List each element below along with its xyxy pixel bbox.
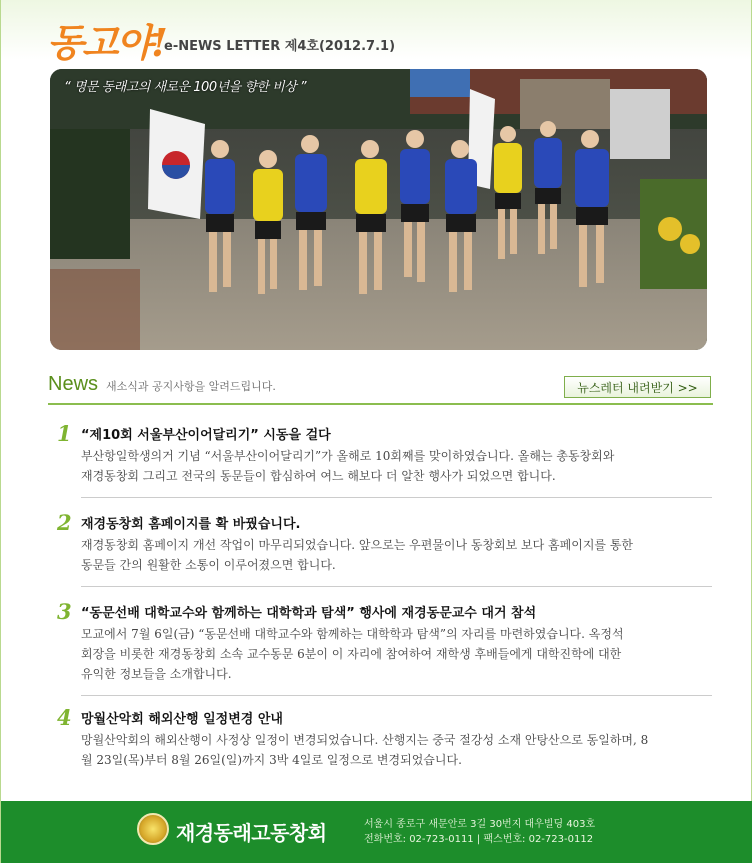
item-body-line: 모교에서 7월 6일(금) “동문선배 대학교수와 함께하는 대학학과 탐색”의 자리를 마련하였습니다. 옥정석 bbox=[81, 627, 624, 641]
footer-org-name: 재경동래고동창회 bbox=[176, 821, 327, 845]
brand-logo-text: 동고야! bbox=[47, 20, 166, 65]
school-emblem-icon bbox=[137, 813, 169, 845]
item-body-line: 부산항일학생의거 기념 “서울부산이어달리기”가 올해로 10회째를 맞이하였습니다. 올해는 총동창회와 bbox=[81, 449, 615, 463]
item-number: 3 bbox=[57, 599, 72, 624]
news-title: News bbox=[48, 373, 99, 395]
item-body bbox=[81, 730, 701, 770]
item-title[interactable]: 망월산악회 해외산행 일정변경 안내 bbox=[81, 712, 283, 727]
item-body-line: 재경동창회 홈페이지 개선 작업이 마무리되었습니다. 앞으로는 우편물이나 동창회보 보다 홈페이지를 통한 bbox=[81, 538, 634, 552]
item-title[interactable]: “제10회 서울부산이어달리기” 시동을 걸다 bbox=[81, 428, 331, 443]
item-body bbox=[81, 535, 701, 575]
item-body-line: 재경동창회 그리고 전국의 동문들이 합심하여 여느 해보다 더 알찬 행사가 되었으면 합니다. bbox=[81, 469, 556, 483]
item-title[interactable]: 재경동창회 홈페이지를 확 바꿨습니다. bbox=[81, 517, 301, 532]
footer bbox=[1, 801, 752, 863]
footer-contact: 전화번호: 02-723-0111 | 팩스번호: 02-723-0112 bbox=[364, 834, 594, 845]
item-number: 1 bbox=[57, 421, 72, 446]
item-body bbox=[81, 624, 701, 684]
item-body bbox=[81, 446, 701, 486]
item-body-line: 월 23일(목)부터 8월 26일(일)까지 3박 4일로 일정으로 변경되었습니다. bbox=[81, 753, 462, 767]
item-body-line: 동문들 간의 원활한 소통이 이루어졌으면 합니다. bbox=[81, 558, 336, 572]
item-title[interactable]: “동문선배 대학교수와 함께하는 대학학과 탐색” 행사에 재경동문교수 대거 참석 bbox=[81, 606, 537, 621]
footer-address-block bbox=[364, 817, 595, 847]
hero-slogan: “ 명문 동래고의 새로운 100년을 향한 비상 ” bbox=[64, 80, 307, 95]
news-header bbox=[48, 373, 276, 396]
item-number: 2 bbox=[57, 510, 72, 535]
news-subtitle: 새소식과 공지사항을 알려드립니다. bbox=[106, 380, 276, 393]
footer-address: 서울시 종로구 새문안로 3길 30번지 대우빌딩 403호 bbox=[364, 819, 596, 830]
download-newsletter-button[interactable]: 뉴스레터 내려받기 >> bbox=[564, 376, 711, 398]
item-separator bbox=[81, 695, 712, 696]
edition-label: e-NEWS LETTER 제4호(2012.7.1) bbox=[164, 39, 396, 54]
item-body-line: 유익한 정보들을 소개합니다. bbox=[81, 667, 232, 681]
news-divider bbox=[48, 403, 713, 405]
item-separator bbox=[81, 497, 712, 498]
item-number: 4 bbox=[57, 705, 72, 730]
hero-photo bbox=[50, 69, 707, 350]
item-separator bbox=[81, 586, 712, 587]
marathon-runners-image bbox=[50, 69, 707, 350]
item-body-line: 회장을 비롯한 재경동창회 소속 교수동문 6분이 이 자리에 참여하여 재학생 후배들에게 대학진학에 대한 bbox=[81, 647, 622, 661]
item-body-line: 망월산악회의 해외산행이 사정상 일정이 변경되었습니다. 산행지는 중국 절강성 소재 안탕산으로 동일하며, 8 bbox=[81, 733, 649, 747]
